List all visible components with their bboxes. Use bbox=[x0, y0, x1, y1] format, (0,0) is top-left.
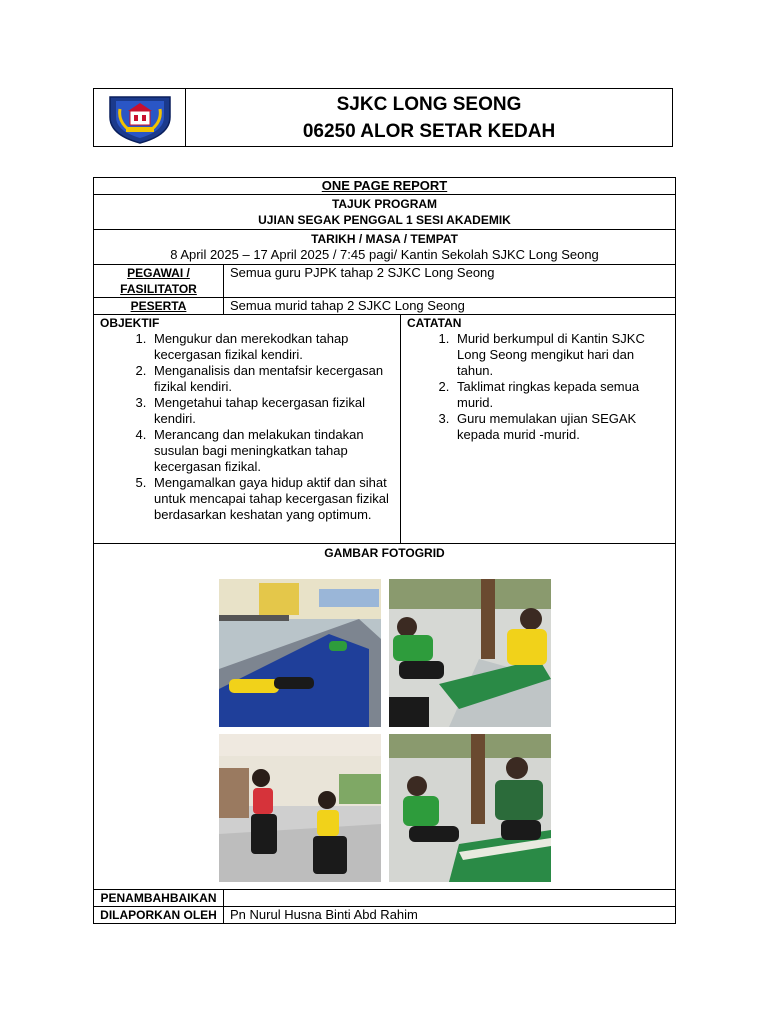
list-item: 3. Guru memulakan ujian SEGAK kepada murid -murid. bbox=[453, 411, 671, 443]
datetime-value: 8 April 2025 – 17 April 2025 / 7:45 pagi/ Kantin Sekolah SJKC Long Seong bbox=[170, 247, 599, 262]
program-row bbox=[94, 195, 676, 230]
peserta-label: PESERTA bbox=[94, 298, 224, 315]
penambahbaikan-value bbox=[224, 890, 676, 907]
report-table bbox=[93, 177, 676, 924]
list-item: 5. Mengamalkan gaya hidup aktif dan sihat untuk mencapai tahap kecergasan fizikal berdasarkan keshatan yang optimum. bbox=[150, 475, 396, 523]
list-item: 3. Mengetahui tahap kecergasan fizikal kendiri. bbox=[150, 395, 396, 427]
list-item: 1. Murid berkumpul di Kantin SJKC Long Seong mengikut hari dan tahun. bbox=[453, 331, 671, 379]
list-item: 2. Taklimat ringkas kepada semua murid. bbox=[453, 379, 671, 411]
school-crest-icon bbox=[106, 91, 174, 145]
pegawai-label: PEGAWAI / FASILITATOR bbox=[94, 265, 224, 298]
program-cell bbox=[94, 195, 676, 230]
peserta-row bbox=[94, 298, 676, 315]
penambahbaikan-row bbox=[94, 890, 676, 907]
dilaporkan-row bbox=[94, 907, 676, 924]
datetime-label: TARIKH / MASA / TEMPAT bbox=[311, 232, 458, 246]
gambar-cell bbox=[94, 544, 676, 890]
report-heading: ONE PAGE REPORT bbox=[94, 178, 676, 195]
pegawai-value: Semua guru PJPK tahap 2 SJKC Long Seong bbox=[224, 265, 676, 298]
photo-1 bbox=[219, 579, 381, 727]
objektif-list bbox=[100, 331, 396, 523]
objektif-cell bbox=[94, 315, 401, 544]
dilaporkan-label: DILAPORKAN OLEH bbox=[94, 907, 224, 924]
school-title bbox=[186, 89, 672, 146]
datetime-row bbox=[94, 230, 676, 265]
list-item: 4. Merancang dan melakukan tindakan susulan bagi meningkatkan tahap kecergasan fizikal. bbox=[150, 427, 396, 475]
list-item: 1. Mengukur dan merekodkan tahap kecergasan fizikal kendiri. bbox=[150, 331, 396, 363]
penambahbaikan-label: PENAMBAHBAIKAN bbox=[94, 890, 224, 907]
school-header bbox=[93, 88, 673, 147]
datetime-cell bbox=[94, 230, 676, 265]
list-item: 2. Menganalisis dan mentafsir kecergasan fizikal kendiri. bbox=[150, 363, 396, 395]
objektif-label: OBJEKTIF bbox=[100, 316, 160, 330]
program-title: UJIAN SEGAK PENGGAL 1 SESI AKADEMIK bbox=[258, 213, 511, 227]
photo-3 bbox=[219, 734, 381, 882]
gambar-row bbox=[94, 544, 676, 890]
photo-grid bbox=[98, 579, 671, 882]
dilaporkan-value: Pn Nurul Husna Binti Abd Rahim bbox=[224, 907, 676, 924]
catatan-list bbox=[407, 331, 671, 443]
program-label: TAJUK PROGRAM bbox=[331, 197, 438, 211]
logo-cell bbox=[94, 89, 186, 146]
report-heading-row bbox=[94, 178, 676, 195]
objektif-catatan-row bbox=[94, 315, 676, 544]
photo-4 bbox=[389, 734, 551, 882]
gambar-label: GAMBAR FOTOGRID bbox=[324, 546, 445, 560]
catatan-label: CATATAN bbox=[407, 316, 462, 330]
peserta-value: Semua murid tahap 2 SJKC Long Seong bbox=[224, 298, 676, 315]
photo-2 bbox=[389, 579, 551, 727]
school-name: SJKC LONG SEONG bbox=[336, 93, 522, 115]
pegawai-row bbox=[94, 265, 676, 298]
catatan-cell bbox=[401, 315, 676, 544]
school-address: 06250 ALOR SETAR KEDAH bbox=[302, 120, 556, 142]
